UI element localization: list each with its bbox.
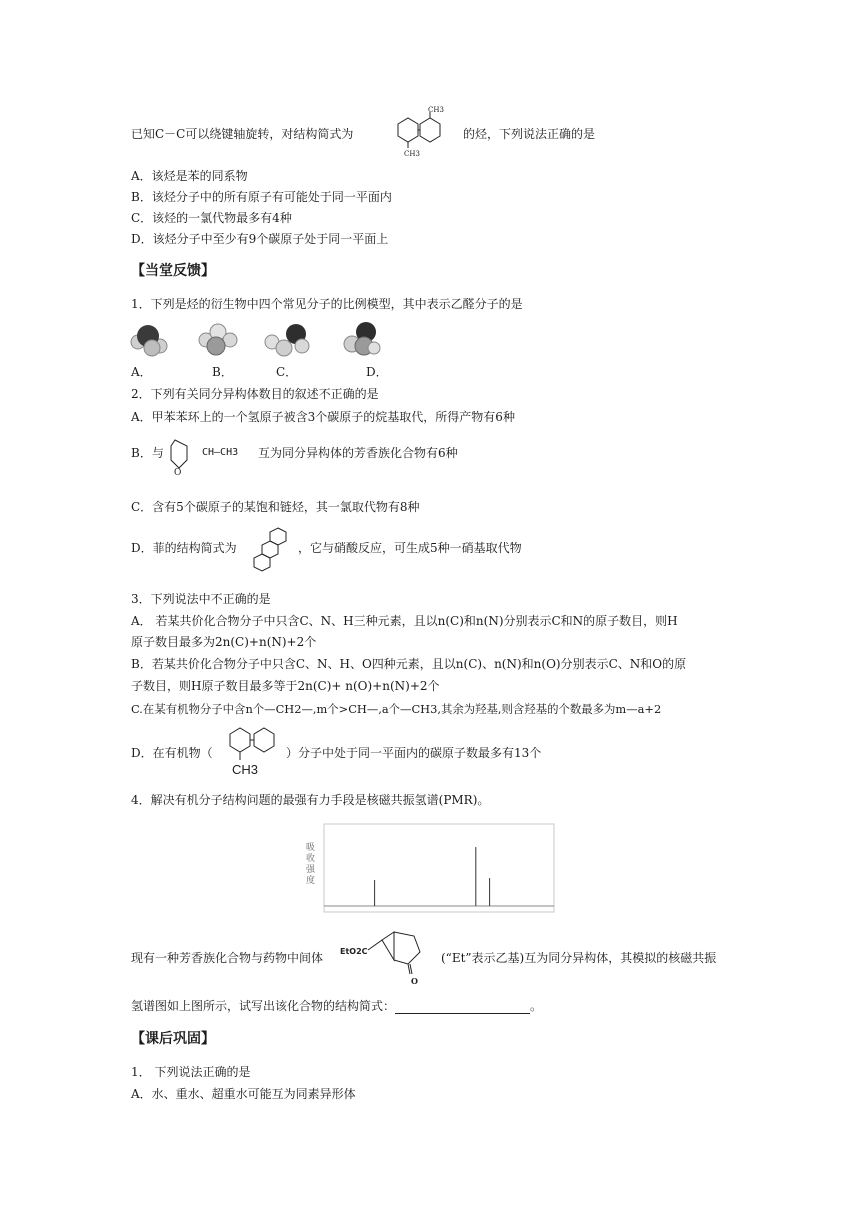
methylbiphenyl-structure xyxy=(214,724,286,780)
phenanthrene-structure xyxy=(248,524,298,576)
methyl-label-top: CH3 xyxy=(428,106,444,114)
q5-option-a: A．水、重水、超重水可能互为同素异形体 xyxy=(131,1087,356,1101)
q1-option-c: C． xyxy=(276,365,298,379)
q3-option-c: C.在某有机物分子中含n个—CH2—,m个>CH—,a个—CH3,其余为羟基,则含羟基的个数最多为m—a+2 xyxy=(131,702,662,716)
q2-option-d-before: D．菲的结构简式为 xyxy=(131,541,237,555)
q4-stem: 4．解决有机分子结构问题的最强有力手段是核磁共振氢谱(PMR)。 xyxy=(131,793,490,807)
q2-stem: 2．下列有关同分异构体数目的叙述不正确的是 xyxy=(131,387,379,401)
q1-option-a: A． xyxy=(131,365,152,379)
keto-oxygen-label: O xyxy=(411,976,418,986)
ball-model-a xyxy=(128,318,172,358)
methyl-label: CH3 xyxy=(232,762,259,777)
q3-stem: 3．下列说法中不正确的是 xyxy=(131,592,271,606)
ylabel-char-1: 吸 xyxy=(306,843,316,853)
q2-option-b-group: CH—CH3 xyxy=(202,447,239,458)
q3-option-b-line1: B．若某共价化合物分子中只含C、N、H、O四种元素，且以n(C)、n(N)和n(O)分别表示C、N和O的原 xyxy=(131,657,687,671)
intro-option-a: A．该烃是苯的同系物 xyxy=(131,169,248,183)
intro-text-before: 已知C－C可以绕键轴旋转，对结构简式为 xyxy=(131,127,354,141)
q2-option-b-after: 互为同分异构体的芳香族化合物有6种 xyxy=(258,446,458,460)
q4-line2 xyxy=(131,998,542,1014)
q1-stem: 1．下列是烃的衍生物中四个常见分子的比例模型，其中表示乙醛分子的是 xyxy=(131,297,523,311)
spectrum-frame xyxy=(324,824,554,912)
q1-option-b: B． xyxy=(212,365,233,379)
pmr-spectrum xyxy=(300,820,558,916)
intro-option-c: C．该烃的一氯代物最多有4种 xyxy=(131,211,292,225)
ylabel-char-4: 度 xyxy=(306,876,316,886)
q3-option-b-line2: 子数目，则H原子数目最多等于2n(C)+ n(O)+n(N)+2个 xyxy=(131,679,440,693)
intro-option-d: D．该烃分子中至少有9个碳原子处于同一平面上 xyxy=(131,232,389,246)
q4-line1-after: (“Et”表示乙基)互为同分异构体，其模拟的核磁共振 xyxy=(441,951,717,965)
pyran-structure xyxy=(163,432,203,478)
ester-label: EtO2C xyxy=(340,947,368,956)
q4-line2-text: 氢谱图如上图所示，试写出该化合物的结构简式： xyxy=(131,999,396,1013)
ball-model-b xyxy=(196,318,240,358)
q2-option-d-after: ，它与硝酸反应，可生成5种一硝基取代物 xyxy=(298,541,522,555)
q4-line2-end: 。 xyxy=(530,999,543,1013)
q2-option-b-before: B．与 xyxy=(131,446,164,460)
q3-option-d-after: ）分子中处于同一平面内的碳原子数最多有13个 xyxy=(286,746,542,760)
q1-option-d: D． xyxy=(366,365,388,379)
ester-intermediate-structure xyxy=(338,926,442,990)
ylabel-char-3: 强 xyxy=(306,865,316,875)
ylabel-char-2: 收 xyxy=(306,854,316,864)
q2-option-c: C．含有5个碳原子的某饱和链烃，其一氯取代物有8种 xyxy=(131,500,420,514)
intro-text-after: 的烃，下列说法正确的是 xyxy=(463,127,596,141)
dimethylbiphenyl-structure xyxy=(384,104,454,160)
oxygen-label: O xyxy=(174,468,182,478)
intro-option-b: B．该烃分子中的所有原子有可能处于同一平面内 xyxy=(131,190,392,204)
intro-text xyxy=(131,126,353,142)
answer-blank[interactable] xyxy=(395,1001,530,1014)
section-title-feedback: 【当堂反馈】 xyxy=(131,263,215,279)
q5-stem: 1． 下列说法正确的是 xyxy=(131,1065,251,1079)
q3-option-d-before: D．在有机物（ xyxy=(131,746,213,760)
q3-option-a-line2: 原子数目最多为2n(C)+n(N)+2个 xyxy=(131,635,317,649)
ball-model-c xyxy=(262,318,312,358)
q4-line1-before: 现有一种芳香族化合物与药物中间体 xyxy=(131,951,324,965)
section-title-consolidation: 【课后巩固】 xyxy=(131,1031,215,1047)
q2-option-a: A．甲苯苯环上的一个氢原子被含3个碳原子的烷基取代，所得产物有6种 xyxy=(131,410,515,424)
q3-option-a-line1: A． 若某共价化合物分子中只含C、N、H三种元素，且以n(C)和n(N)分别表示C和N的原子数目，则H xyxy=(131,614,678,628)
methyl-label-bottom: CH3 xyxy=(404,150,420,158)
ball-model-d xyxy=(340,318,384,358)
